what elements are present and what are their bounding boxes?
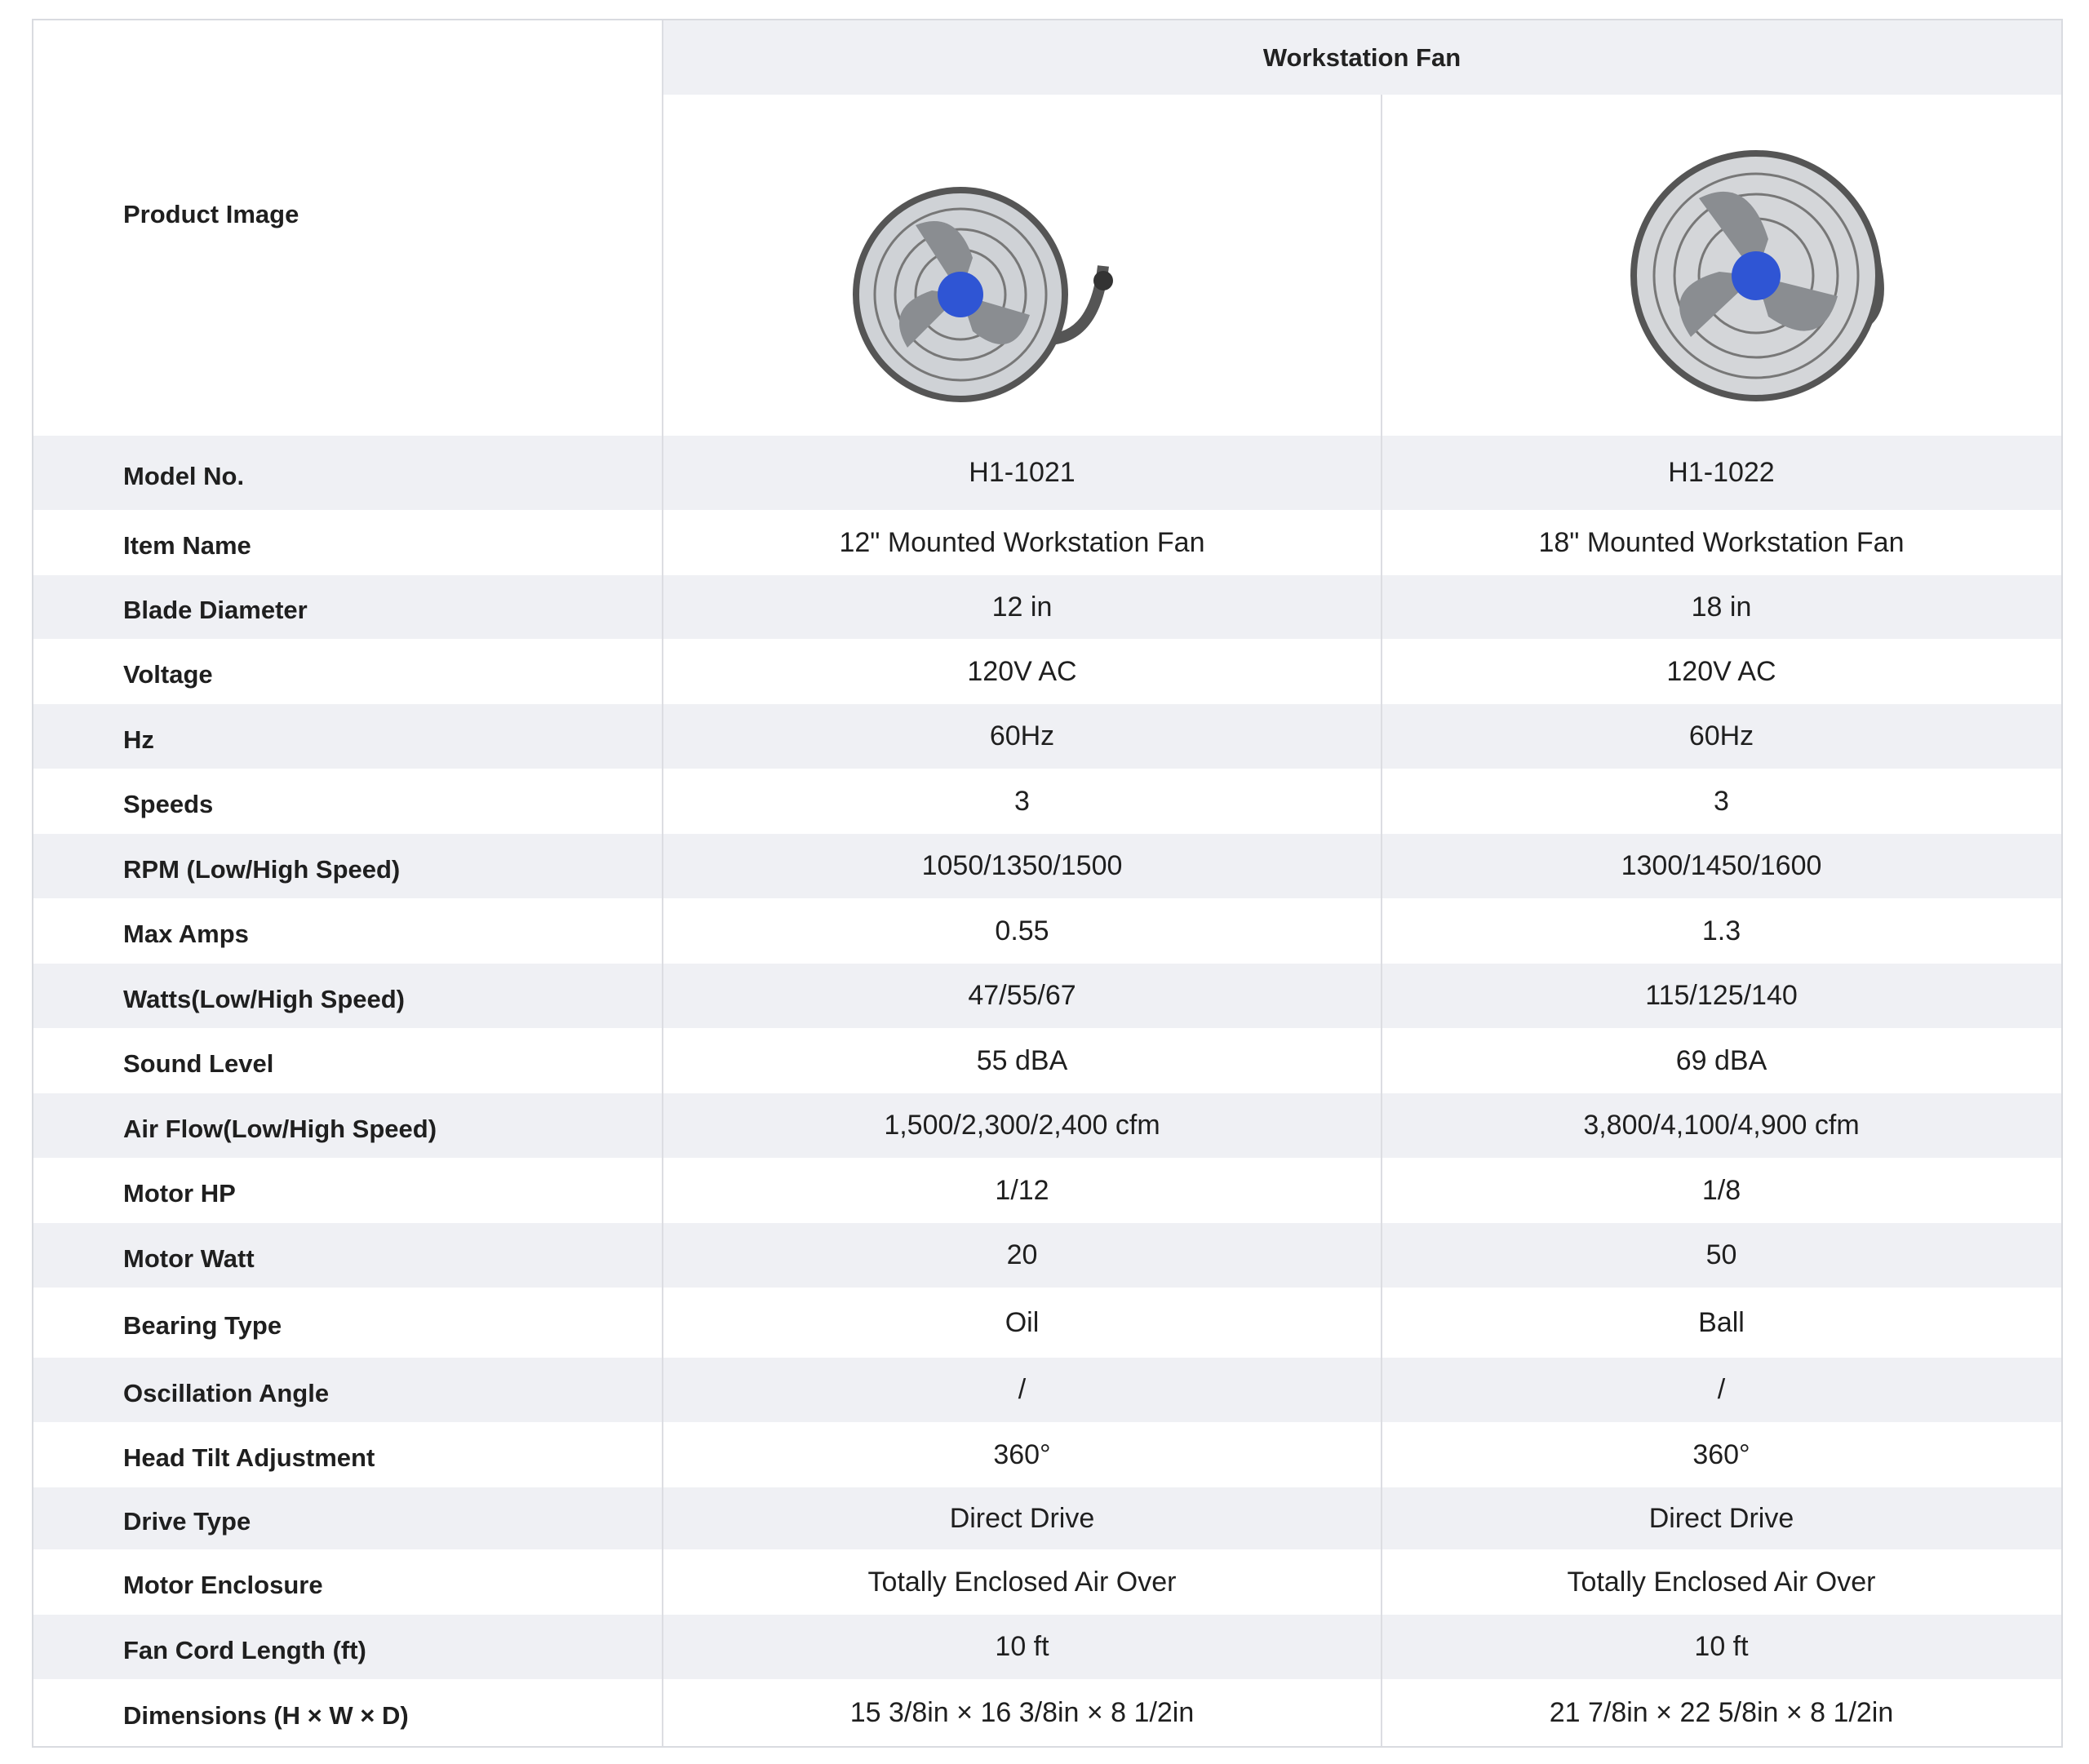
fan-12in-icon <box>850 176 1128 413</box>
table-row <box>33 898 2061 964</box>
table-row <box>33 1549 2061 1615</box>
table-row <box>33 1615 2061 1679</box>
row-label: Model No. <box>123 461 245 490</box>
table-row <box>33 1358 2061 1422</box>
table-row <box>33 964 2061 1028</box>
value-model-1: 10 ft <box>995 1631 1049 1662</box>
value-model-1: 47/55/67 <box>968 980 1076 1011</box>
row-label: Head Tilt Adjustment <box>123 1443 375 1472</box>
value-model-2: 69 dBA <box>1675 1044 1767 1076</box>
column-divider <box>662 20 663 1746</box>
value-model-1: 60Hz <box>989 720 1055 751</box>
value-model-2: 60Hz <box>1688 720 1754 751</box>
value-model-1: 3 <box>1014 785 1030 817</box>
value-model-2: 1/8 <box>1701 1174 1741 1206</box>
value-model-1: 20 <box>1006 1239 1038 1270</box>
row-label: Motor Watt <box>123 1243 255 1273</box>
row-label: Oscillation Angle <box>123 1378 330 1407</box>
row-label: Speeds <box>123 790 214 818</box>
row-label: Fan Cord Length (ft) <box>123 1635 366 1664</box>
value-model-1: 15 3/8in × 16 3/8in × 8 1/2in <box>849 1696 1195 1728</box>
spec-table <box>32 19 2063 1748</box>
value-model-2: 360° <box>1692 1438 1750 1470</box>
value-model-2: Totally Enclosed Air Over <box>1567 1566 1876 1598</box>
row-label: Sound Level <box>123 1049 274 1078</box>
value-model-1: H1-1021 <box>969 457 1076 488</box>
value-model-1: 120V AC <box>967 655 1077 687</box>
value-model-1: 0.55 <box>995 915 1049 946</box>
table-row <box>33 639 2061 704</box>
row-label: Hz <box>123 725 154 754</box>
row-label: Voltage <box>123 660 213 689</box>
fan-18in-icon <box>1626 141 1903 419</box>
value-model-1: / <box>1018 1374 1027 1405</box>
value-model-1: Direct Drive <box>949 1502 1095 1534</box>
value-model-2: 115/125/140 <box>1645 980 1798 1011</box>
table-row <box>33 575 2061 639</box>
value-model-1: 360° <box>993 1438 1051 1470</box>
table-row <box>33 1422 2061 1487</box>
row-label: Motor Enclosure <box>123 1571 323 1599</box>
table-row <box>33 704 2061 769</box>
value-model-2: H1-1022 <box>1668 457 1775 488</box>
group-header: Workstation Fan <box>663 20 2061 95</box>
table-row <box>33 436 2061 510</box>
table-row <box>33 1158 2061 1223</box>
table-row <box>33 834 2061 898</box>
row-label: Blade Diameter <box>123 596 308 624</box>
table-row <box>33 769 2061 834</box>
value-model-2: 18" Mounted Workstation Fan <box>1538 526 1905 558</box>
value-model-2: / <box>1717 1374 1726 1405</box>
column-divider <box>1381 95 1382 1746</box>
value-model-2: Ball <box>1698 1306 1745 1338</box>
row-label: Motor HP <box>123 1179 236 1208</box>
row-label: Watts(Low/High Speed) <box>123 984 405 1013</box>
value-model-2: 50 <box>1705 1239 1737 1270</box>
row-label: Item Name <box>123 531 251 560</box>
table-row <box>33 510 2061 575</box>
value-model-2: 1.3 <box>1701 915 1741 946</box>
value-model-1: 55 dBA <box>976 1044 1068 1076</box>
table-row <box>33 1679 2061 1746</box>
value-model-1: Totally Enclosed Air Over <box>867 1566 1177 1598</box>
value-model-1: Oil <box>1005 1306 1040 1338</box>
value-model-2: 18 in <box>1691 591 1752 623</box>
row-label: Bearing Type <box>123 1311 282 1340</box>
value-model-1: 1/12 <box>995 1174 1049 1206</box>
value-model-1: 1050/1350/1500 <box>921 850 1123 881</box>
value-model-2: 120V AC <box>1666 655 1776 687</box>
row-label: Air Flow(Low/High Speed) <box>123 1114 437 1143</box>
value-model-2: 10 ft <box>1694 1631 1749 1662</box>
value-model-2: 21 7/8in × 22 5/8in × 8 1/2in <box>1549 1696 1894 1728</box>
table-row <box>33 1093 2061 1158</box>
row-label: Dimensions (H × W × D) <box>123 1701 409 1730</box>
value-model-2: 3,800/4,100/4,900 cfm <box>1583 1110 1860 1141</box>
table-row <box>33 1028 2061 1093</box>
row-label: RPM (Low/High Speed) <box>123 854 401 884</box>
value-model-1: 12" Mounted Workstation Fan <box>839 526 1205 558</box>
table-row <box>33 1487 2061 1549</box>
value-model-2: 1300/1450/1600 <box>1621 850 1822 881</box>
row-label: Max Amps <box>123 920 249 948</box>
image-row-label: Product Image <box>123 200 299 228</box>
value-model-1: 1,500/2,300/2,400 cfm <box>884 1110 1160 1141</box>
value-model-1: 12 in <box>991 591 1053 623</box>
table-row <box>33 1288 2061 1358</box>
value-model-2: 3 <box>1714 785 1729 817</box>
table-row <box>33 1223 2061 1288</box>
row-label: Drive Type <box>123 1507 251 1536</box>
value-model-2: Direct Drive <box>1648 1502 1794 1534</box>
